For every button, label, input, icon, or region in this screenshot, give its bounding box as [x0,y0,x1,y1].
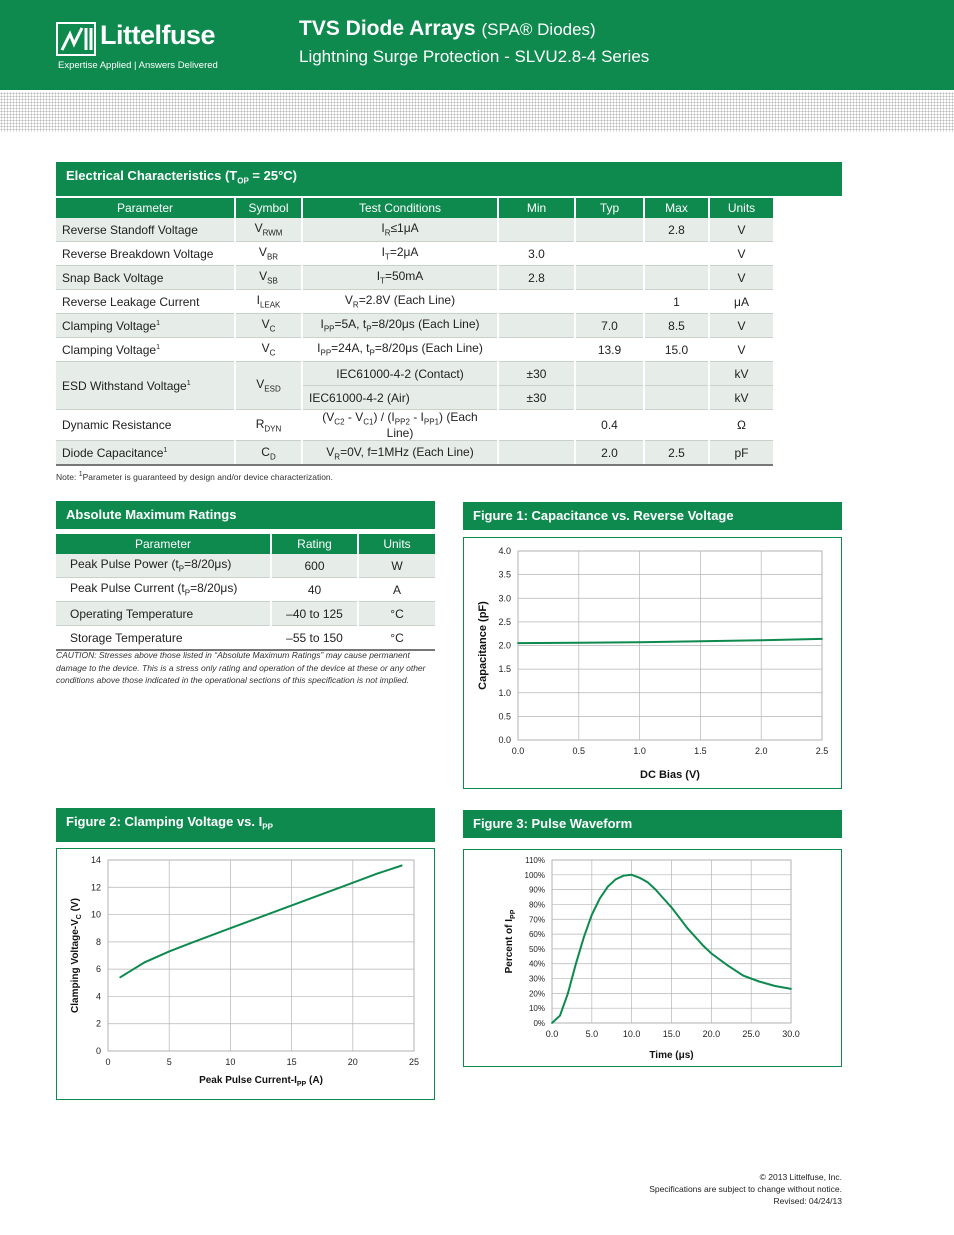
y-tick-label: 0.5 [498,711,511,722]
data-point [567,992,569,994]
x-tick-label: 2.5 [815,746,829,756]
y-tick-label: 1.5 [498,664,511,675]
x-axis-label: Time (μs) [649,1050,694,1061]
data-point [168,951,170,953]
x-axis-label: DC Bias (V) [640,769,700,781]
cond-cell: $V_R=2.8V$ (Each Line) [302,290,498,314]
min-cell [498,441,575,466]
units-cell: °C [358,626,435,651]
data-point [655,889,657,891]
table-row [56,362,773,386]
min-cell [498,314,575,338]
x-tick-label: 0.0 [511,746,525,756]
y-tick-label: 0% [533,1019,545,1028]
caution-text: CAUTION: Stresses above those listed in “Absolute Maximum Ratings” may cause permanent damage to the device. This is a stress only rating and operation of the device at these or any other conditions above those indicated in the operational sections of this specification is not implied. [56,650,426,685]
title-suffix: (SPA® Diodes) [481,20,596,39]
x-tick-label: 1.0 [633,746,646,756]
max-cell [644,242,709,266]
cond-cell: IEC61000-4-2 (Contact) [302,362,498,386]
x-tick-label: 1.5 [694,746,707,756]
max-cell [644,386,709,410]
table-header-row [56,198,773,218]
typ-cell: 7.0 [575,314,644,338]
symbol-cell: $V_C$ [235,314,302,338]
table-row [56,554,435,578]
figure2-title: Figure 2: Clamping Voltage vs. $I_{PP}$ [56,808,435,842]
data-point [639,641,641,643]
y-tick-label: 2.5 [498,616,511,627]
param-cell: Operating Temperature [56,602,271,626]
brand-tagline: Expertise Applied | Answers Delivered [58,60,218,71]
data-point [575,963,577,965]
units-cell: V [709,242,773,266]
param-cell: Snap Back Voltage [56,266,235,290]
data-point [578,642,580,644]
data-point [583,936,585,938]
data-point [710,952,712,954]
symbol-cell: $V_{SB}$ [235,266,302,290]
data-point [517,642,519,644]
table-row [56,441,773,466]
rating-cell: –40 to 125 [271,602,358,626]
max-cell: 2.8 [644,218,709,242]
cond-cell: $I_{PP}=24A$, $t_P=8/20\mu s$ (Each Line) [302,338,498,362]
copyright: © 2013 Littelfuse, Inc. [759,1172,842,1182]
x-tick-label: 15.0 [662,1029,681,1039]
data-point [726,964,728,966]
data-point [607,886,609,888]
data-point [144,961,146,963]
data-point [230,927,232,929]
param-cell: Clamping Voltage$^1$ [56,314,235,338]
max-cell [644,266,709,290]
y-tick-label: 0.0 [498,735,511,745]
electrical-section-title: Electrical Characteristics $(T_{OP} = 25^\circ C)$ [56,162,842,196]
min-cell: ±30 [498,386,575,410]
data-point [615,878,617,880]
y-axis-label: Clamping Voltage-$V_C$ (V) [70,898,83,1013]
data-point [758,981,760,983]
pulse-waveform-chart [464,850,841,1066]
littelfuse-logo-icon [56,22,96,56]
max-cell: 8.5 [644,314,709,338]
data-point [401,865,403,867]
table-row [56,242,773,266]
change-notice: Specifications are subject to change without notice. [649,1184,842,1194]
y-tick-label: 3.5 [498,569,511,580]
x-tick-label: 0.5 [572,746,586,756]
title-main: TVS Diode Arrays [299,17,476,40]
units-cell: Ω [709,410,773,441]
data-point [702,945,704,947]
data-point [303,900,305,902]
y-axis-label: Capacitance (pF) [477,601,489,690]
figure3-title: Figure 3: Pulse Waveform [463,810,842,838]
cond-cell: IEC61000-4-2 (Air) [302,386,498,410]
typ-cell: 0.4 [575,410,644,441]
col-header: Test Conditions [302,198,498,218]
page-title [299,17,596,41]
x-tick-label: 20.0 [702,1029,721,1039]
param-cell: Dynamic Resistance [56,410,235,441]
param-cell: ESD Withstand Voltage$^1$ [56,362,235,410]
data-point [340,886,342,888]
y-tick-label: 40% [528,959,545,969]
y-tick-label: 90% [528,885,545,895]
col-header: Min [498,198,575,218]
absolute-section-title: Absolute Maximum Ratings [56,501,435,529]
x-tick-label: 5 [166,1057,172,1067]
typ-cell [575,218,644,242]
symbol-cell: $I_{LEAK}$ [235,290,302,314]
littelfuse-logo [56,20,236,76]
page-subtitle: Lightning Surge Protection - SLVU2.8-4 Series [299,47,650,66]
page-footer [649,1171,842,1207]
x-tick-label: 25 [408,1057,420,1067]
figure1-box [463,537,842,789]
param-cell: Peak Pulse Current $(t_P=8/20\mu s)$ [56,578,271,602]
rating-cell: –55 to 150 [271,626,358,651]
data-point [695,936,697,938]
units-cell: °C [358,602,435,626]
units-cell: W [358,554,435,578]
cond-cell: $I_R\le 1\mu A$ [302,218,498,242]
units-cell: μA [709,290,773,314]
dotted-band [0,92,954,132]
cond-cell: $I_T=2\mu A$ [302,242,498,266]
y-tick-label: 3.0 [498,593,511,604]
capacitance-chart [464,538,841,788]
col-header: Parameter [56,198,235,218]
max-cell: 2.5 [644,441,709,466]
y-tick-label: 60% [528,930,545,940]
data-point [591,914,593,916]
table-header-row [56,534,435,554]
typ-cell [575,290,644,314]
x-axis-label: Peak Pulse Current-$I_{PP}$ (A) [199,1075,323,1088]
data-point [376,873,378,875]
table-row [56,266,773,290]
y-tick-label: 1.0 [498,687,511,698]
table-row [56,410,773,441]
param-cell: Reverse Leakage Current [56,290,235,314]
col-header: Typ [575,198,644,218]
y-tick-label: 50% [528,944,545,954]
y-tick-label: 10 [90,909,101,920]
page-header [0,0,954,90]
x-tick-label: 0 [105,1057,111,1067]
param-cell: Reverse Standoff Voltage [56,218,235,242]
units-cell: V [709,338,773,362]
x-tick-label: 20 [347,1057,358,1067]
data-point [679,917,681,919]
y-tick-label: 4.0 [498,546,511,556]
data-point [193,941,195,943]
symbol-cell: $R_{DYN}$ [235,410,302,441]
y-tick-label: 0 [95,1046,101,1056]
units-cell: V [709,266,773,290]
data-point [671,907,673,909]
typ-cell [575,386,644,410]
symbol-cell: $V_{RWM}$ [235,218,302,242]
x-tick-label: 5.0 [585,1029,599,1039]
absolute-ratings-table [56,534,435,651]
y-tick-label: 2 [95,1018,101,1029]
param-cell: Storage Temperature [56,626,271,651]
plot-area [108,860,414,1051]
figure3-box [463,849,842,1067]
symbol-cell: $C_D$ [235,441,302,466]
max-cell: 1 [644,290,709,314]
cond-cell: $(V_{C2} - V_{C1}) / (I_{PP2} - I_{PP1})$ (Each Line) [302,410,498,441]
y-tick-label: 6 [95,964,101,975]
table-note: Note: $^1$Parameter is guaranteed by design and/or device characterization. [56,471,334,482]
data-point [647,881,649,883]
param-cell: Peak Pulse Power $(t_P=8/20\mu s)$ [56,554,271,578]
table-row [56,626,435,651]
cond-cell: $I_T=50mA$ [302,266,498,290]
data-point [599,898,601,900]
col-header: Rating [271,534,358,554]
col-header: Units [709,198,773,218]
y-tick-label: 20% [528,989,545,999]
cond-cell: $I_{PP}=5A$, $t_P=8/20\mu s$ (Each Line) [302,314,498,338]
data-point [774,985,776,987]
x-tick-label: 0.0 [545,1029,559,1039]
y-tick-label: 14 [90,855,101,865]
data-point [623,875,625,877]
cond-cell: $V_R=0V$, f=1MHz (Each Line) [302,441,498,466]
min-cell: ±30 [498,362,575,386]
x-tick-label: 2.0 [754,746,768,756]
x-tick-label: 10.0 [622,1029,641,1039]
y-tick-label: 100% [524,870,545,880]
y-tick-label: 110% [525,856,545,865]
col-header: Parameter [56,534,271,554]
units-cell: V [709,218,773,242]
symbol-cell: $V_C$ [235,338,302,362]
max-cell [644,362,709,386]
table-row [56,314,773,338]
min-cell [498,218,575,242]
units-cell: A [358,578,435,602]
y-tick-label: 30% [528,974,545,984]
symbol-cell: $V_{ESD}$ [235,362,302,410]
symbol-cell: $V_{BR}$ [235,242,302,266]
min-cell [498,290,575,314]
y-tick-label: 70% [528,915,545,925]
data-point [790,988,792,990]
min-cell: 2.8 [498,266,575,290]
min-cell: 3.0 [498,242,575,266]
figure2-box [56,848,435,1100]
x-tick-label: 25.0 [742,1029,760,1039]
table-row [56,338,773,362]
table-row [56,290,773,314]
table-row [56,602,435,626]
brand-name: Littelfuse [100,20,216,50]
y-tick-label: 80% [528,900,545,910]
units-cell: pF [709,441,773,466]
rating-cell: 40 [271,578,358,602]
param-cell: Diode Capacitance$^1$ [56,441,235,466]
x-tick-label: 30.0 [782,1029,800,1039]
col-header: Symbol [235,198,302,218]
typ-cell [575,362,644,386]
units-cell: V [709,314,773,338]
table-row [56,578,435,602]
units-cell: kV [709,362,773,386]
param-cell: Reverse Breakdown Voltage [56,242,235,266]
figure1-title: Figure 1: Capacitance vs. Reverse Voltage [463,502,842,530]
typ-cell: 13.9 [575,338,644,362]
y-tick-label: 10% [528,1004,545,1014]
max-cell: 15.0 [644,338,709,362]
typ-cell: 2.0 [575,441,644,466]
col-header: Units [358,534,435,554]
y-tick-label: 12 [90,882,101,893]
col-header: Max [644,198,709,218]
min-cell [498,338,575,362]
y-tick-label: 8 [95,936,101,947]
y-tick-label: 2.0 [498,640,511,651]
rating-cell: 600 [271,554,358,578]
max-cell [644,410,709,441]
data-point [639,877,641,879]
min-cell [498,410,575,441]
data-point [821,638,823,640]
data-point [700,640,702,642]
param-cell: Clamping Voltage$^1$ [56,338,235,362]
typ-cell [575,266,644,290]
data-point [631,874,633,876]
x-tick-label: 10 [225,1057,236,1067]
electrical-table [56,198,773,466]
data-point [742,975,744,977]
x-tick-label: 15 [286,1057,297,1067]
units-cell: kV [709,386,773,410]
table-row [56,218,773,242]
data-point [266,914,268,916]
data-point [551,1022,553,1024]
clamping-voltage-chart [57,849,434,1099]
y-tick-label: 4 [95,991,101,1002]
y-axis-label: Percent of $I_{PP}$ [504,909,517,974]
data-point [687,927,689,929]
data-point [760,639,762,641]
data-point [559,1015,561,1017]
data-point [663,898,665,900]
revision-date: Revised: 04/24/13 [773,1196,842,1206]
typ-cell [575,242,644,266]
data-point [119,976,121,978]
